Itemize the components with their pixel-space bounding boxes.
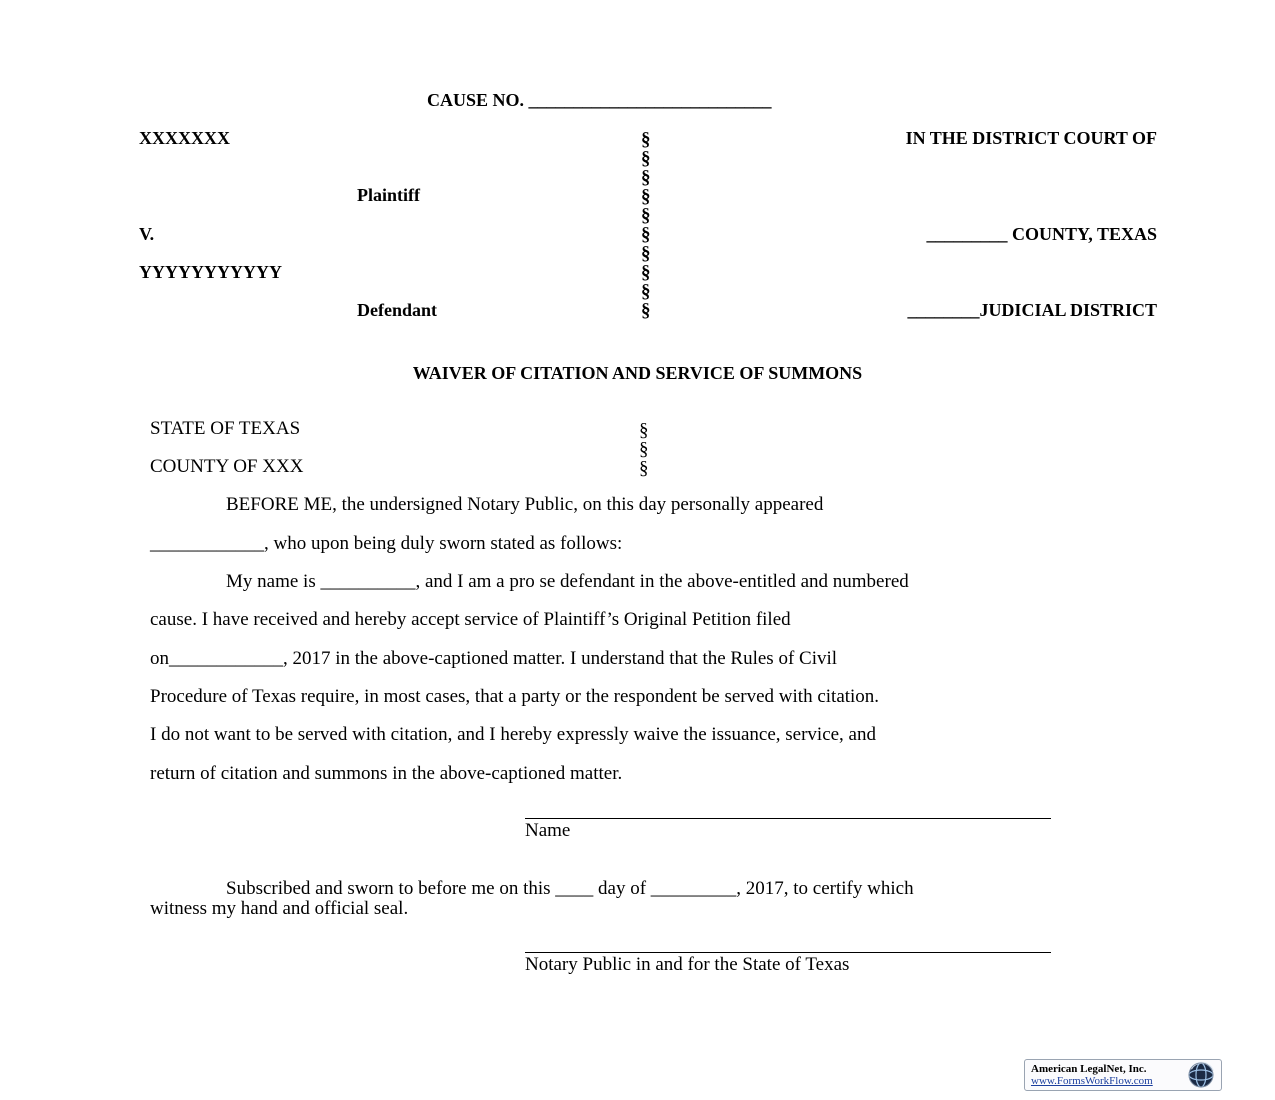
cause-number: CAUSE NO. ___________________________ xyxy=(427,90,772,110)
section-mark: § xyxy=(641,129,651,150)
document-title: WAIVER OF CITATION AND SERVICE OF SUMMONS xyxy=(412,363,863,383)
defendant-label: Defendant xyxy=(357,300,437,320)
section-mark: § xyxy=(641,243,651,264)
globe-icon xyxy=(1183,1061,1219,1089)
publisher-logo xyxy=(1024,1059,1222,1091)
section-mark: § xyxy=(641,148,651,169)
section-mark: § xyxy=(639,439,649,460)
plaintiff-name: XXXXXXX xyxy=(139,128,230,148)
section-mark: § xyxy=(639,420,649,441)
court-name: IN THE DISTRICT COURT OF xyxy=(905,128,1157,148)
body-line: cause. I have received and hereby accept service of Plaintiff’s Original Petition filed xyxy=(150,609,791,630)
body-line: ____________, who upon being duly sworn stated as follows: xyxy=(150,533,623,554)
body-line: return of citation and summons in the above-captioned matter. xyxy=(150,763,623,784)
defendant-name: YYYYYYYYYYY xyxy=(139,262,282,282)
section-mark: § xyxy=(641,186,651,207)
jurat-line: Subscribed and sworn to before me on this ____ day of _________, 2017, to certify which xyxy=(226,878,914,899)
section-mark: § xyxy=(641,262,651,283)
section-mark: § xyxy=(639,458,649,479)
body-line: BEFORE ME, the undersigned Notary Public, on this day personally appeared xyxy=(226,494,824,515)
body-line: I do not want to be served with citation, and I hereby expressly waive the issuance, service, and xyxy=(150,724,876,745)
name-label: Name xyxy=(525,820,571,841)
plaintiff-label: Plaintiff xyxy=(357,185,420,205)
section-mark: § xyxy=(641,167,651,188)
judicial-district: ________JUDICIAL DISTRICT xyxy=(907,300,1157,320)
body-line: Procedure of Texas require, in most cases, that a party or the respondent be served with citation. xyxy=(150,686,880,707)
body-line: on____________, 2017 in the above-captioned matter. I understand that the Rules of Civil xyxy=(150,648,838,669)
section-mark: § xyxy=(641,205,651,226)
body-line: My name is __________, and I am a pro se defendant in the above-entitled and numbered xyxy=(226,571,909,592)
county-line: _________ COUNTY, TEXAS xyxy=(926,224,1157,244)
versus: V. xyxy=(139,224,155,244)
notary-label: Notary Public in and for the State of Texas xyxy=(525,954,850,975)
venue-county: COUNTY OF XXX xyxy=(150,456,304,477)
jurat-line: witness my hand and official seal. xyxy=(150,898,409,919)
section-mark: § xyxy=(641,300,651,321)
publisher-url[interactable]: www.FormsWorkFlow.com xyxy=(1031,1075,1153,1087)
venue-state: STATE OF TEXAS xyxy=(150,418,301,439)
name-signature-line xyxy=(525,818,1051,819)
section-mark: § xyxy=(641,224,651,245)
notary-signature-line xyxy=(525,952,1051,953)
section-mark: § xyxy=(641,281,651,302)
publisher-name: American LegalNet, Inc. xyxy=(1031,1063,1147,1075)
